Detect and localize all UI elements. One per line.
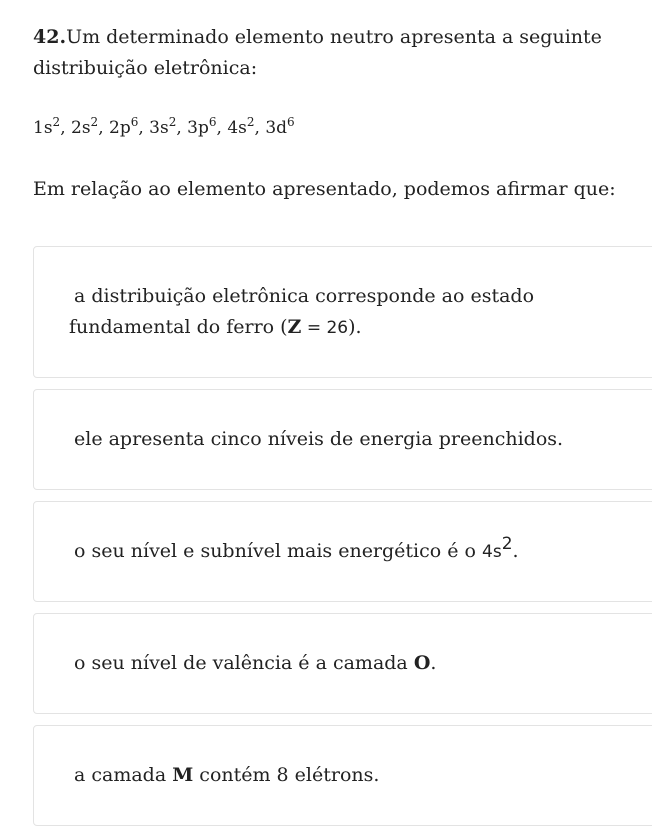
config-term [33,115,61,138]
option-c-text-after: . [512,540,519,562]
config-orbital: 4s [227,118,247,138]
config-separator: , [254,118,266,138]
option-c[interactable] [33,501,652,602]
config-term [265,115,295,138]
config-term [187,115,217,138]
question-line-2: distribuição eletrônica: [33,57,258,79]
option-c-orbital: 4s [482,542,502,562]
config-orbital: 3d [265,118,288,138]
option-d-shell-letter: O [413,652,431,674]
config-electrons: 6 [130,115,139,129]
question-statement [33,22,633,84]
option-e-text-before: a camada [74,764,173,786]
config-term [149,115,177,138]
option-a-atomic-number: 26 [326,318,349,338]
config-orbital: 2p [109,118,131,138]
option-c-text [74,536,519,568]
config-separator: , [216,118,228,138]
config-separator: , [98,118,109,138]
question-prompt: Em relação ao elemento apresentado, podemos afirmar que: [33,178,616,200]
config-orbital: 3s [149,118,169,138]
option-a-atomic-symbol: Z [287,316,302,338]
option-e-text-after: contém 8 elétrons. [193,764,380,786]
config-term [71,115,99,138]
electron-configuration [33,113,295,143]
option-c-electrons: 2 [501,534,513,554]
option-d-text-before: o seu nível de valência é a camada [74,652,414,674]
config-electrons: 2 [90,115,99,129]
config-term [109,115,139,138]
config-electrons: 2 [168,115,177,129]
option-b[interactable] [33,389,652,490]
config-electrons: 6 [287,115,295,129]
option-c-text-before: o seu nível e subnível mais energético é o [74,540,483,562]
option-b-text: ele apresenta cinco níveis de energia preenchidos. [74,428,564,450]
option-a-text-before: fundamental do ferro ( [69,316,288,338]
config-separator: , [60,118,71,138]
config-orbital: 3p [187,118,209,138]
config-separator: , [176,118,188,138]
option-a-text-after: ). [348,316,362,338]
config-separator: , [138,118,150,138]
option-e-shell-letter: M [172,764,194,786]
config-electrons: 2 [246,115,255,129]
question-number: 42. [33,26,67,48]
question-line-1 [33,22,633,53]
config-term [227,115,255,138]
option-e-text [74,760,379,791]
option-d-text [74,648,436,679]
option-e[interactable] [33,725,652,826]
option-d-text-after: . [430,652,437,674]
config-orbital: 1s [33,118,53,138]
option-a-equals: = [301,318,327,338]
option-a-line-1: a distribuição eletrônica corresponde ao estado [74,285,535,307]
option-a-line-2 [69,312,362,344]
option-a[interactable] [33,246,652,378]
config-electrons: 2 [52,115,61,129]
config-electrons: 6 [208,115,217,129]
question-text-line-1: Um determinado elemento neutro apresenta a seguinte [66,26,602,48]
config-orbital: 2s [71,118,91,138]
option-d[interactable] [33,613,652,714]
